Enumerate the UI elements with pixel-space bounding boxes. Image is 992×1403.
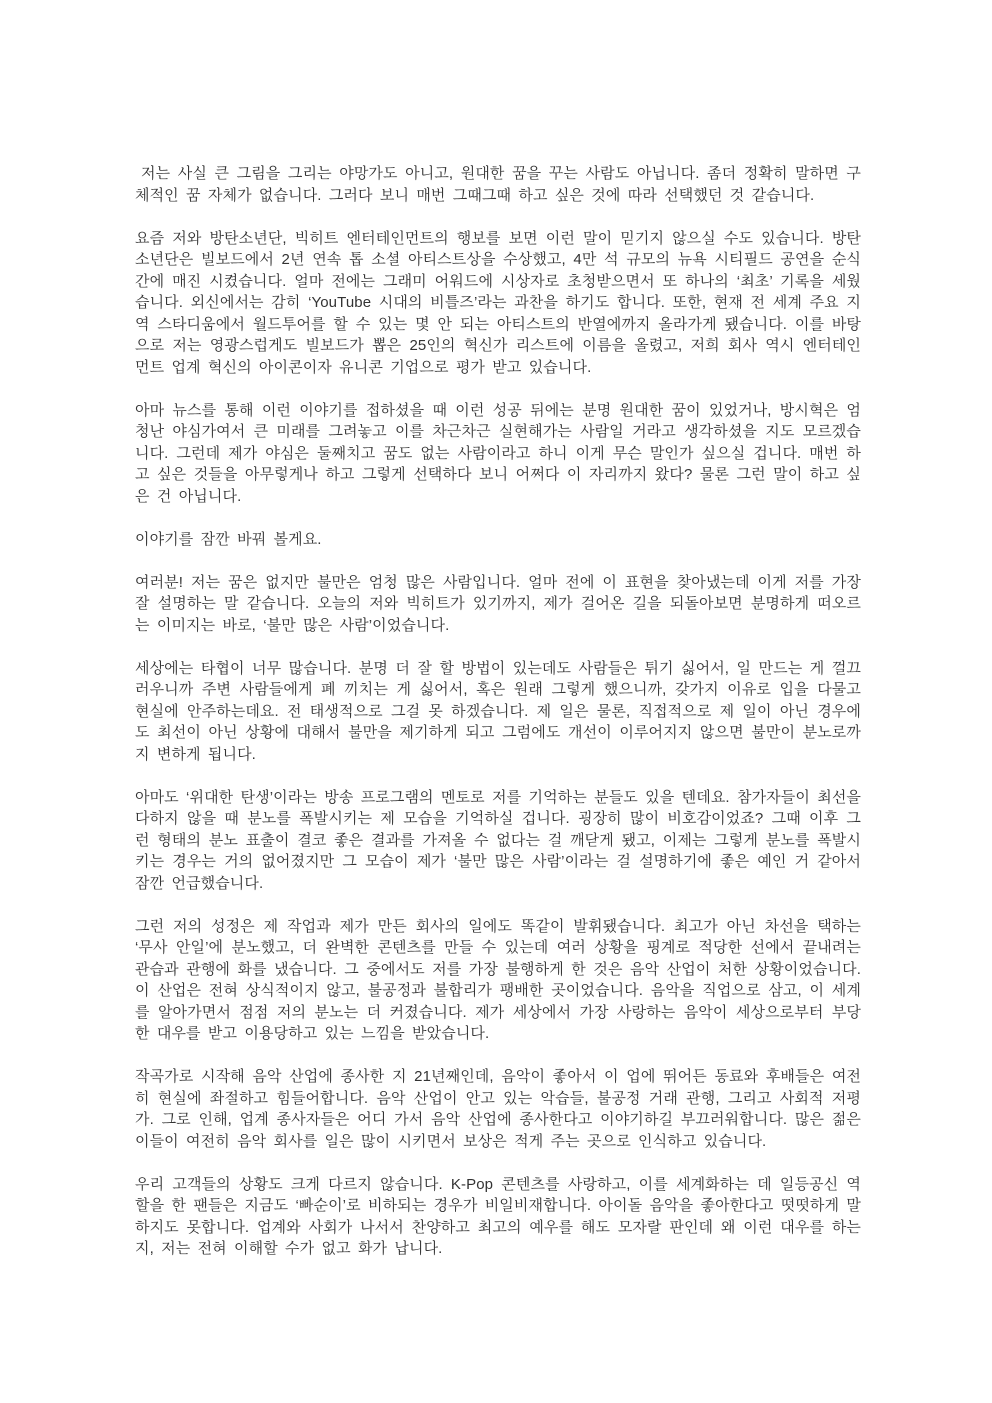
speech-text-body [135,163,861,1260]
paragraph-9: 작곡가로 시작해 음악 산업에 종사한 지 21년째인데, 음악이 좋아서 이 업에 뛰어든 동료와 후배들은 여전히 현실에 좌절하고 힘들어합니다. 음악 산업이 안고 있는 악습들, 불공정 거래 관행, 그리고 사회적 저평가. 그로 인해, 업계 종사자들은 어디 가서 음악 산업에 종사한다고 이야기하길 부끄러워합니다. 많은 젊은이들이 여전히 음악 회사를 일은 많이 시키면서 보상은 적게 주는 곳으로 인식하고 있습니다. [135,1068,861,1150]
paragraph-2: 요즘 저와 방탄소년단, 빅히트 엔터테인먼트의 행보를 보면 이런 말이 믿기지 않으실 수도 있습니다. 방탄소년단은 빌보드에서 2년 연속 톱 소셜 아티스트상을 수상했고, 4만 석 규모의 뉴욕 시티필드 공연을 순식간에 매진 시켰습니다. 얼마 전에는 그래미 어워드에 시상자로 초청받으면서 또 하나의 ‘최초’ 기록을 세웠습니다. 외신에서는 감히 ‘YouTube 시대의 비틀즈’라는 과찬을 하기도 합니다. 또한, 현재 전 세계 주요 지역 스타디움에서 월드투어를 할 수 있는 몇 안 되는 아티스트의 반열에까지 올라가게 됐습니다. 이를 바탕으로 저는 영광스럽게도 빌보드가 뽑은 25인의 혁신가 리스트에 이름을 올렸고, 저희 회사 역시 엔터테인먼트 업계 혁신의 아이콘이자 유니콘 기업으로 평가 받고 있습니다. [135,229,861,376]
paragraph-5: 여러분! 저는 꿈은 없지만 불만은 엄청 많은 사람입니다. 얼마 전에 이 표현을 찾아냈는데 이게 저를 가장 잘 설명하는 말 같습니다. 오늘의 저와 빅히트가 있기까지, 제가 걸어온 길을 되돌아보면 분명하게 떠오르는 이미지는 바로, ‘불만 많은 사람’이었습니다. [135,573,861,634]
paragraph-4: 이야기를 잠깐 바꿔 볼게요. [135,530,322,548]
paragraph-7: 아마도 ‘위대한 탄생’이라는 방송 프로그램의 멘토로 저를 기억하는 분들도 있을 텐데요. 참가자들이 최선을 다하지 않을 때 분노를 폭발시키는 제 모습을 기억하실 겁니다. 굉장히 많이 비호감이었죠? 그때 이후 그런 형태의 분노 표출이 결코 좋은 결과를 가져올 수 없다는 걸 깨닫게 됐고, 이제는 그렇게 분노를 폭발시키는 경우는 거의 없어졌지만 그 모습이 제가 ‘불만 많은 사람’이라는 걸 설명하기에 좋은 예인 거 같아서 잠깐 언급했습니다. [135,788,861,892]
paragraph-10: 우리 고객들의 상황도 크게 다르지 않습니다. K-Pop 콘텐츠를 사랑하고, 이를 세계화하는 데 일등공신 역할을 한 팬들은 지금도 ‘빠순이’로 비하되는 경우가 비일비재합니다. 아이돌 음악을 좋아한다고 떳떳하게 말하지도 못합니다. 업계와 사회가 나서서 찬양하고 최고의 예우를 해도 모자랄 판인데 왜 이런 대우를 하는 지, 저는 전혀 이해할 수가 없고 화가 납니다. [135,1175,861,1257]
paragraph-6: 세상에는 타협이 너무 많습니다. 분명 더 잘 할 방법이 있는데도 사람들은 튀기 싫어서, 일 만드는 게 껄끄러우니까 주변 사람들에게 폐 끼치는 게 싫어서, 혹은 원래 그렇게 했으니까, 갖가지 이유로 입을 다물고 현실에 안주하는데요. 전 태생적으로 그걸 못 하겠습니다. 제 일은 물론, 직접적으로 제 일이 아닌 경우에도 최선이 아닌 상황에 대해서 불만을 제기하게 되고 그럼에도 개선이 이루어지지 않으면 불만이 분노로까지 변하게 됩니다. [135,659,861,763]
paragraph-3: 아마 뉴스를 통해 이런 이야기를 접하셨을 때 이런 성공 뒤에는 분명 원대한 꿈이 있었거나, 방시혁은 엄청난 야심가여서 큰 미래를 그려놓고 이를 차근차근 실현해가는 사람일 거라고 생각하셨을 지도 모르겠습니다. 그런데 제가 야심은 둘째치고 꿈도 없는 사람이라고 하니 이게 무슨 말인가 싶으실 겁니다. 매번 하고 싶은 것들을 아무렇게나 하고 그렇게 선택하다 보니 어쩌다 이 자리까지 왔다? 물론 그런 말이 하고 싶은 건 아닙니다. [135,401,861,505]
paragraph-8: 그런 저의 성정은 제 작업과 제가 만든 회사의 일에도 똑같이 발휘됐습니다. 최고가 아닌 차선을 택하는 ‘무사 안일’에 분노했고, 더 완벽한 콘텐츠를 만들 수 있는데 여러 상황을 핑계로 적당한 선에서 끝내려는 관습과 관행에 화를 냈습니다. 그 중에서도 저를 가장 불행하게 한 것은 음악 산업이 처한 상황이었습니다. 이 산업은 전혀 상식적이지 않고, 불공정과 불합리가 팽배한 곳이었습니다. 음악을 직업으로 삼고, 이 세계를 알아가면서 점점 저의 분노는 더 커졌습니다. 제가 세상에서 가장 사랑하는 음악이 세상으로부터 부당한 대우를 받고 이용당하고 있는 느낌을 받았습니다. [135,917,861,1042]
paragraph-1: 저는 사실 큰 그림을 그리는 야망가도 아니고, 원대한 꿈을 꾸는 사람도 아닙니다. 좀더 정확히 말하면 구체적인 꿈 자체가 없습니다. 그러다 보니 매번 그때그때 하고 싶은 것에 따라 선택했던 것 같습니다. [135,165,861,204]
